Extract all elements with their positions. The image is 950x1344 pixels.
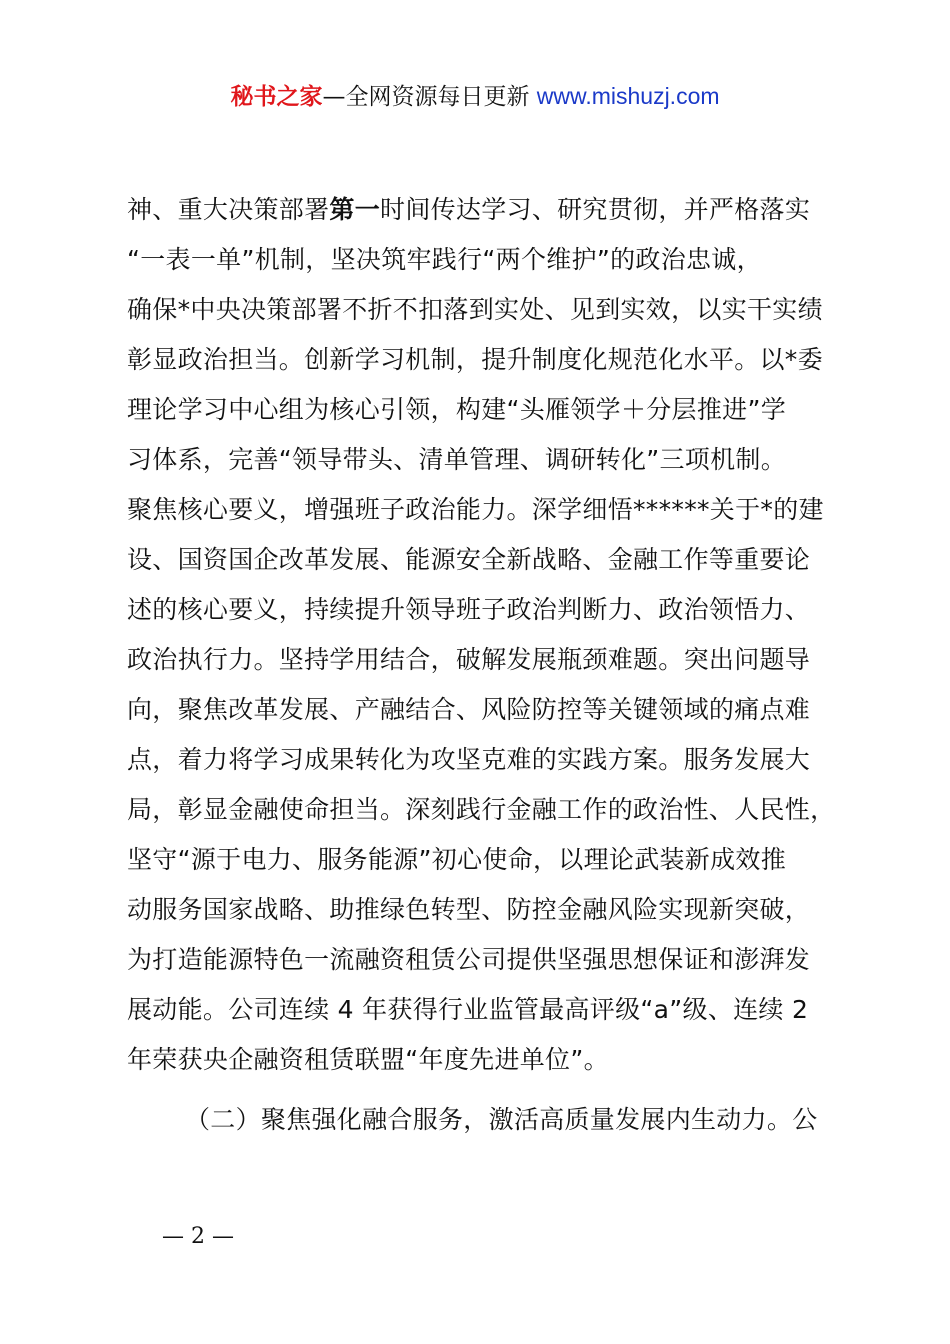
body-line-6: 习体系，完善“领导带头、清单管理、调研转化”三项机制。 [127,445,787,474]
brand-name: 秘书之家 [230,84,323,110]
body-line-3: 确保*中央决策部署不折不扣落到实处、见到实效，以实干实绩 [127,295,823,324]
section-heading: （二）聚焦强化融合服务，激活高质量发展内生动力。公 [185,1105,818,1134]
body-line-15: 动服务国家战略、助推绿色转型、防控金融风险实现新突破， [127,895,811,924]
body-line-2: “一表一单”机制，坚决筑牢践行“两个维护”的政治忠诚， [127,245,762,274]
body-line-1-pre: 神、重大决策部署 [127,195,330,224]
body-line-16: 为打造能源特色一流融资租赁公司提供坚强思想保证和澎湃发 [127,945,811,974]
body-line-1-post: 时间传达学习、研究贯彻，并严格落实 [380,195,811,224]
page-number: — 2 — [162,1224,234,1249]
header-url: www.mishuzj.com [536,83,720,109]
body-line-7: 聚焦核心要义，增强班子政治能力。深学细悟******关于*的建 [127,495,824,524]
paragraph-spacer [127,1085,847,1095]
body-line-13: 局，彰显金融使命担当。深刻践行金融工作的政治性、人民性， [127,795,836,824]
body-line-10: 政治执行力。坚持学用结合，破解发展瓶颈难题。突出问题导 [127,645,811,674]
body-line-14: 坚守“源于电力、服务能源”初心使命，以理论武装新成效推 [127,845,787,874]
body-line-5: 理论学习中心组为核心引领，构建“头雁领学＋分层推进”学 [127,395,787,424]
body-line-11: 向，聚焦改革发展、产融结合、风险防控等关键领域的痛点难 [127,695,811,724]
body-line-4: 彰显政治担当。创新学习机制，提升制度化规范化水平。以*委 [127,345,823,374]
body-line-12: 点，着力将学习成果转化为攻坚克难的实践方案。服务发展大 [127,745,811,774]
document-body [127,185,847,1145]
site-watermark-header [0,80,950,113]
body-line-18: 年荣获央企融资租赁联盟“年度先进单位”。 [127,1045,609,1074]
header-tagline: —全网资源每日更新 [322,84,530,110]
body-line-9: 述的核心要义，持续提升领导班子政治判断力、政治领悟力、 [127,595,811,624]
body-line-8: 设、国资国企改革发展、能源安全新战略、金融工作等重要论 [127,545,811,574]
body-line-1 [127,185,847,235]
body-line-17: 展动能。公司连续 4 年获得行业监管最高评级“a”级、连续 2 [127,995,809,1024]
body-line-1-bold: 第一 [329,195,381,224]
